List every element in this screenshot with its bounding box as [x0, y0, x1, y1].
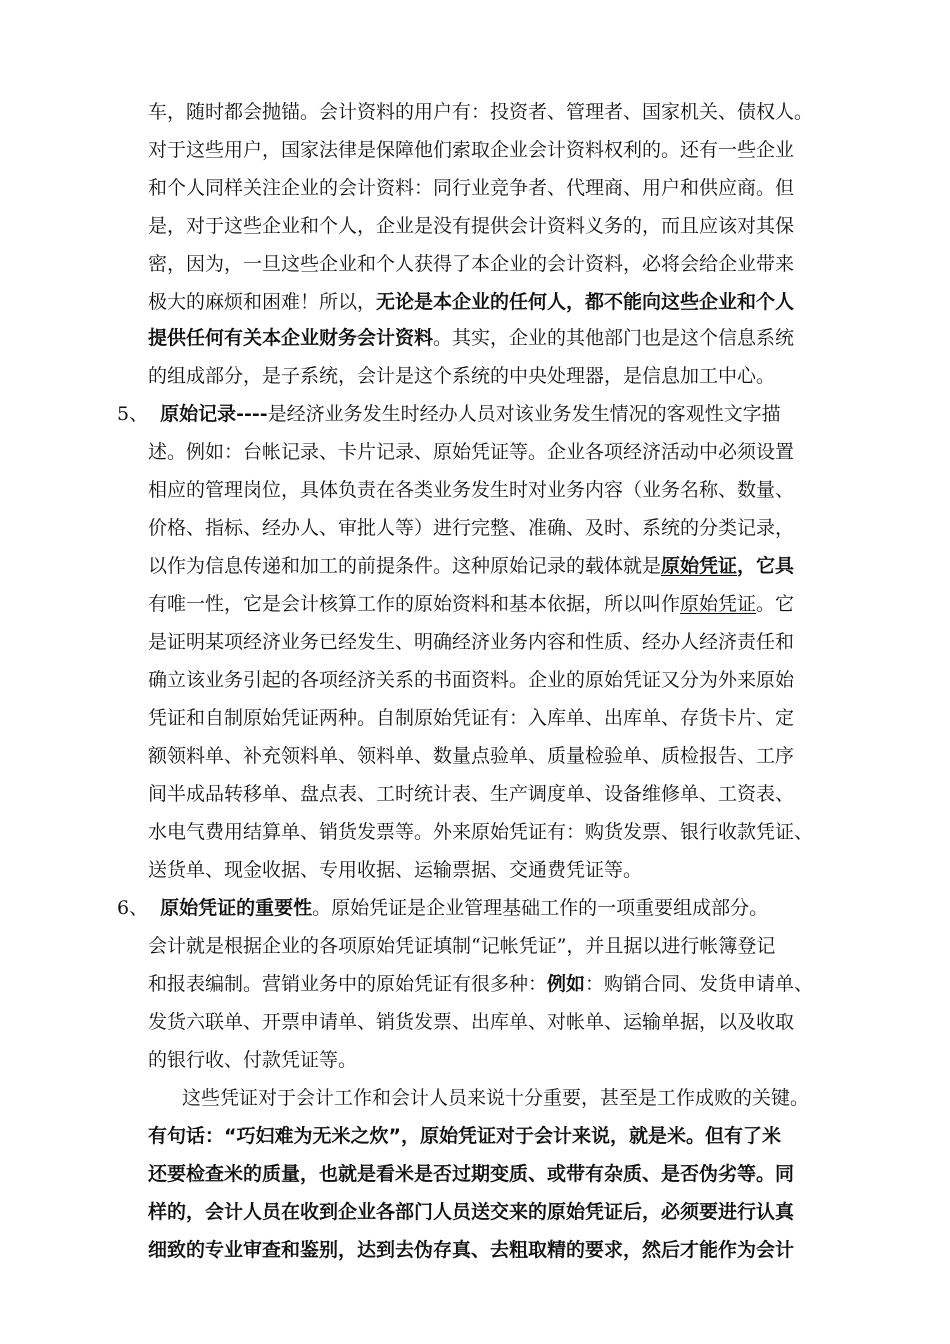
text-line: 是，对于这些企业和个人，企业是没有提供会计资料义务的，而且应该对其保	[148, 215, 795, 237]
bold-text-line: 还要检查米的质量，也就是看米是否过期变质、或带有杂质、是否伪劣等。同	[148, 1163, 795, 1185]
text-line: 会计就是根据企业的各项原始凭证填制“记帐凭证”，并且据以进行帐簿登记	[148, 935, 776, 957]
text-line: 送货单、现金收据、专用收据、运输票据、交通费凭证等。	[148, 859, 643, 881]
text-line: 的银行收、付款凭证等。	[148, 1049, 358, 1071]
text-line: 对于这些用户，国家法律是保障他们索取企业会计资料权利的。还有一些企业	[148, 139, 795, 161]
text-line: 额领料单、补充领料单、领料单、数量点验单、质量检验单、质检报告、工序	[148, 745, 795, 767]
emphasis-text: 例如	[547, 973, 586, 995]
text-line: 确立该业务引起的各项经济关系的书面资料。企业的原始凭证又分为外来原始	[148, 669, 795, 691]
section-title: 原始记录----	[160, 403, 268, 425]
paragraph-first-line: 这些凭证对于会计工作和会计人员来说十分重要，甚至是工作成败的关键。	[182, 1087, 810, 1109]
text-line: 极大的麻烦和困难！所以，无论是本企业的任何人，都不能向这些企业和个人	[148, 291, 795, 313]
emphasis-text: 提供任何有关本企业财务会计资料	[148, 327, 434, 349]
bold-text-line: 细致的专业审查和鉴别，达到去伪存真、去粗取精的要求，然后才能作为会计	[148, 1239, 795, 1261]
section-title: 原始凭证的重要性	[160, 897, 313, 919]
list-number: 5、	[117, 403, 149, 425]
text-line: 发货六联单、开票申请单、销货发票、出库单、对帐单、运输单据，以及收取	[148, 1011, 795, 1033]
text-line: 和个人同样关注企业的会计资料：同行业竞争者、代理商、用户和供应商。但	[148, 177, 795, 199]
bold-text-line: 有句话：“巧妇难为无米之炊”，原始凭证对于会计来说，就是米。但有了米	[148, 1125, 781, 1147]
emphasis-text: 无论是本企业的任何人，都不能向这些企业和个人	[376, 291, 795, 313]
text-line: 和报表编制。营销业务中的原始凭证有很多种：例如：购销合同、发货申请单、	[148, 973, 814, 995]
text-line: 有唯一性，它是会计核算工作的原始资料和基本依据，所以叫作原始凭证。它	[148, 593, 795, 615]
underlined-term: 原始凭证	[661, 555, 738, 577]
list-number: 6、	[117, 897, 149, 919]
text-line: 水电气费用结算单、销货发票等。外来原始凭证有：购货发票、银行收款凭证、	[148, 821, 814, 843]
text-line: 提供任何有关本企业财务会计资料。其实，企业的其他部门也是这个信息系统	[148, 327, 795, 349]
text-line: 间半成品转移单、盘点表、工时统计表、生产调度单、设备维修单、工资表、	[148, 783, 795, 805]
text-line: 以作为信息传递和加工的前提条件。这种原始记录的载体就是原始凭证，它具	[148, 555, 795, 577]
text-line: 述。例如：台帐记录、卡片记录、原始凭证等。企业各项经济活动中必须设置	[148, 441, 795, 463]
text-line: 凭证和自制原始凭证两种。自制原始凭证有：入库单、出库单、存货卡片、定	[148, 707, 795, 729]
section-5-heading: 5、 原始记录----是经济业务发生时经办人员对该业务发生情况的客观性文字描	[117, 403, 781, 425]
text-line: 是证明某项经济业务已经发生、明确经济业务内容和性质、经办人经济责任和	[148, 631, 795, 653]
text-line: 价格、指标、经办人、审批人等）进行完整、准确、及时、系统的分类记录，	[148, 517, 795, 539]
bold-text-line: 样的，会计人员在收到企业各部门人员送交来的原始凭证后，必须要进行认真	[148, 1201, 795, 1223]
text-line: 车，随时都会抛锚。会计资料的用户有：投资者、管理者、国家机关、债权人。	[148, 101, 814, 123]
underlined-term: 原始凭证	[680, 593, 757, 615]
text-line: 密，因为，一旦这些企业和个人获得了本企业的会计资料，必将会给企业带来	[148, 253, 795, 275]
text-line: 相应的管理岗位，具体负责在各类业务发生时对业务内容（业务名称、数量、	[148, 479, 795, 501]
text-line: 的组成部分，是子系统，会计是这个系统的中央处理器，是信息加工中心。	[148, 365, 776, 387]
section-6-heading: 6、 原始凭证的重要性。原始凭证是企业管理基础工作的一项重要组成部分。	[117, 897, 769, 919]
